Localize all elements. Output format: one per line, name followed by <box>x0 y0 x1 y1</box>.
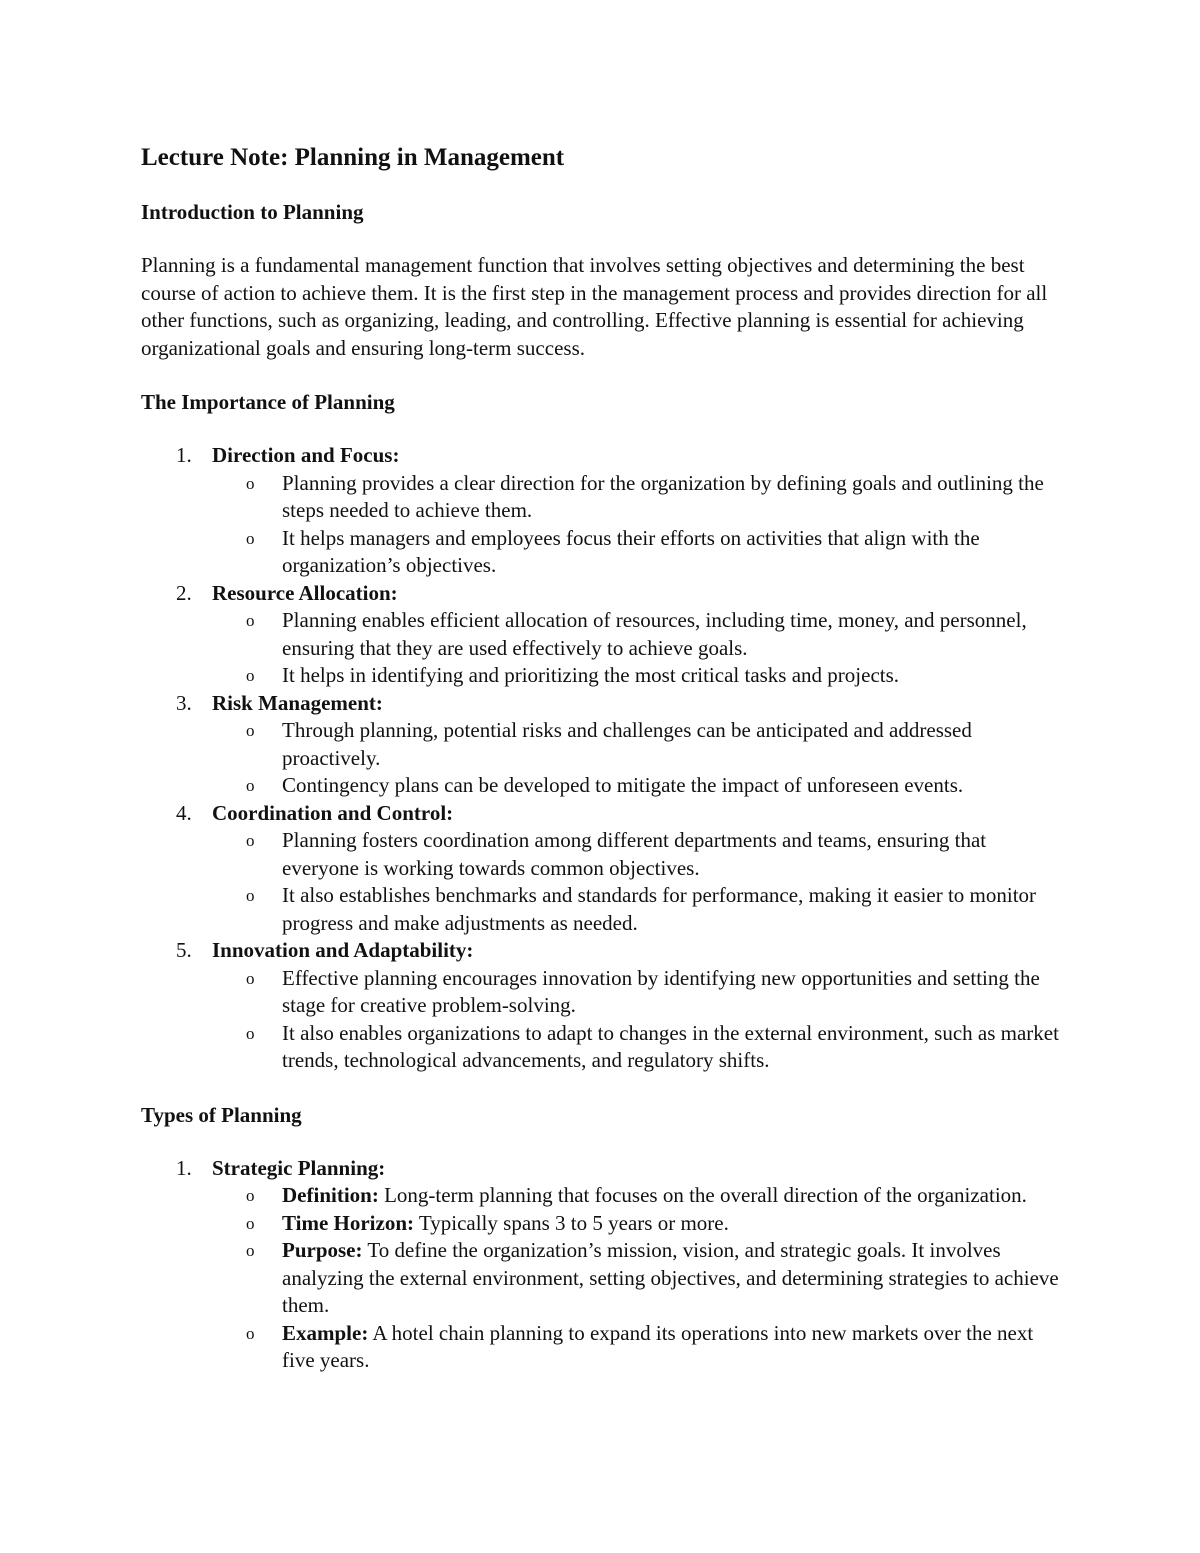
list-number: 1. <box>176 1155 192 1180</box>
list-number: 4. <box>176 800 192 825</box>
bullet-circle-icon: o <box>246 473 255 493</box>
bullet-circle-icon: o <box>246 968 255 988</box>
types-list <box>141 1155 1061 1375</box>
bullet-circle-icon: o <box>246 1213 255 1233</box>
bullet-text: Effective planning encourages innovation by identifying new opportunities and setting the stage for creative problem-solving. <box>282 965 1040 1017</box>
bullet-text: Planning enables efficient allocation of resources, including time, money, and personnel, ensuring that they are used effectively to achieve goals. <box>282 608 1027 660</box>
list-number: 2. <box>176 580 192 605</box>
bullet-text: Contingency plans can be developed to mitigate the impact of unforeseen events. <box>282 773 964 797</box>
importance-item <box>141 580 1061 690</box>
bullet-circle-icon: o <box>246 1323 255 1343</box>
importance-item <box>141 800 1061 938</box>
types-item <box>141 1155 1061 1375</box>
bullet-item <box>141 1020 1061 1075</box>
list-number: 3. <box>176 690 192 715</box>
bullet-circle-icon: o <box>246 1186 255 1205</box>
importance-item-label: Direction and Focus: <box>212 443 400 467</box>
bullet-text: It helps in identifying and prioritizing the most critical tasks and projects. <box>282 663 900 687</box>
importance-heading: The Importance of Planning <box>141 390 395 414</box>
types-item-label: Strategic Planning: <box>212 1155 386 1180</box>
bullet-term: Time Horizon: <box>282 1210 415 1235</box>
bullet-text: Typically spans 3 to 5 years or more. <box>414 1210 729 1235</box>
bullet-text: To define the organization’s mission, vision, and strategic goals. It involves analyzing the external environment, setting objectives, and determining strategies to achieve them. <box>282 1238 1059 1317</box>
bullet-item <box>141 1237 1061 1320</box>
bullet-circle-icon: o <box>246 528 255 548</box>
importance-sub-list <box>212 470 1061 580</box>
bullet-term: Definition: <box>282 1183 379 1207</box>
bullet-item <box>141 1320 1061 1375</box>
types-sub-list <box>212 1182 1061 1375</box>
bullet-item <box>141 1182 1061 1210</box>
bullet-item <box>141 717 1061 772</box>
bullet-circle-icon: o <box>246 831 255 850</box>
bullet-circle-icon: o <box>246 776 255 795</box>
bullet-item <box>141 882 1061 937</box>
bullet-circle-icon: o <box>246 611 255 630</box>
intro-paragraph: Planning is a fundamental management function that involves setting objectives and determining the best course of action to achieve them. It is the first step in the management process and provides direction for all other functions, such as organizing, leading, and controlling. Effective planning is essential for achieving organizational goals and ensuring long-term success. <box>141 253 1048 360</box>
bullet-text: Through planning, potential risks and challenges can be anticipated and addressed proactively. <box>282 718 972 770</box>
bullet-circle-icon: o <box>246 886 255 905</box>
bullet-circle-icon: o <box>246 1241 255 1260</box>
importance-item-label: Coordination and Control: <box>212 800 454 825</box>
bullet-text: Planning provides a clear direction for the organization by defining goals and outlining the steps needed to achieve them. <box>282 470 1044 522</box>
bullet-text: It also enables organizations to adapt to changes in the external environment, such as market trends, technological advancements, and regulatory shifts. <box>282 1020 1059 1072</box>
importance-item-label: Resource Allocation: <box>212 580 398 605</box>
list-number: 5. <box>176 938 192 962</box>
document-title: Lecture Note: Planning in Management <box>141 144 565 171</box>
importance-item <box>141 937 1061 1075</box>
bullet-item <box>141 827 1061 882</box>
document-page <box>141 142 1061 1375</box>
bullet-term: Example: <box>282 1320 369 1345</box>
bullet-circle-icon: o <box>246 1023 255 1043</box>
importance-item <box>141 690 1061 800</box>
bullet-item <box>141 965 1061 1020</box>
importance-sub-list <box>212 965 1061 1075</box>
bullet-item <box>141 772 1061 800</box>
bullet-item <box>141 525 1061 580</box>
bullet-text: Planning fosters coordination among different departments and teams, ensuring that everyone is working towards common objectives. <box>282 828 987 880</box>
importance-item-label: Risk Management: <box>212 690 383 715</box>
bullet-text: It helps managers and employees focus their efforts on activities that align with the organization’s objectives. <box>282 525 980 577</box>
list-number: 1. <box>176 443 192 467</box>
bullet-term: Purpose: <box>282 1238 363 1262</box>
importance-item-label: Innovation and Adaptability: <box>212 938 474 962</box>
bullet-circle-icon: o <box>246 721 255 740</box>
intro-heading: Introduction to Planning <box>141 200 364 224</box>
bullet-item <box>141 607 1061 662</box>
importance-list <box>141 442 1061 1075</box>
bullet-text: It also establishes benchmarks and standards for performance, making it easier to monitor progress and make adjustments as needed. <box>282 883 1037 935</box>
importance-sub-list <box>212 827 1061 937</box>
bullet-text: A hotel chain planning to expand its operations into new markets over the next five years. <box>282 1320 1034 1372</box>
bullet-text: Long-term planning that focuses on the overall direction of the organization. <box>378 1183 1027 1207</box>
bullet-circle-icon: o <box>246 666 255 685</box>
types-heading: Types of Planning <box>141 1102 302 1127</box>
importance-sub-list <box>212 607 1061 690</box>
bullet-item <box>141 470 1061 525</box>
bullet-item <box>141 662 1061 690</box>
importance-sub-list <box>212 717 1061 800</box>
bullet-item <box>141 1210 1061 1238</box>
importance-item <box>141 442 1061 580</box>
